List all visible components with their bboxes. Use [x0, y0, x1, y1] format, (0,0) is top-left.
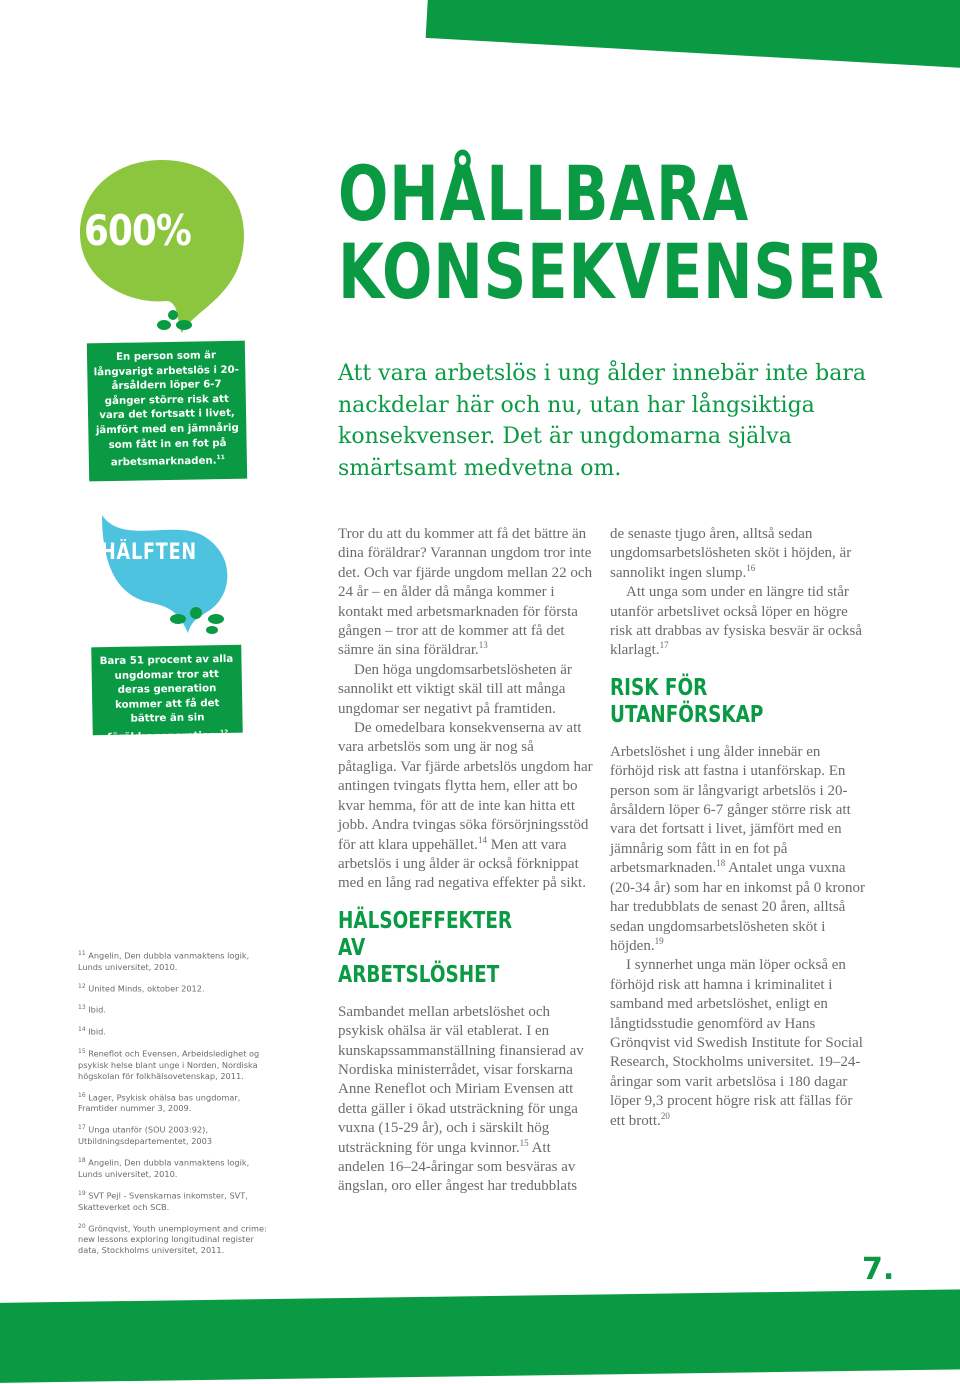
- col1-p3-ref: 14: [477, 834, 487, 845]
- page-title: [338, 149, 885, 316]
- col2-p2-ref: 17: [659, 640, 669, 651]
- heading-health-line-2: ARBETSLÖSHET: [338, 961, 500, 988]
- col1-p1-ref: 13: [478, 640, 488, 651]
- footnote: [78, 1002, 268, 1016]
- callout-half-ref: 12: [219, 728, 229, 737]
- footnote-number: 12: [78, 982, 86, 990]
- title-line-2: KONSEKVENSER: [338, 227, 885, 316]
- callout-half-text: Bara 51 procent av alla ungdomar tror att deras generation kommer att få det bättre än sin föräldrageneration.: [99, 653, 234, 744]
- col1-p3-end: Men att vara arbetslös i ung ålder är också förknippat med en lång rad negativa effekter på sikt.: [338, 836, 586, 892]
- callout-half-box: [91, 645, 243, 744]
- footnote-number: 14: [78, 1026, 86, 1034]
- footnote: [78, 1122, 268, 1147]
- column-1: [338, 525, 596, 1197]
- title-line-1: OHÅLLBARA: [338, 149, 750, 238]
- footnote: [78, 948, 268, 973]
- col1-p4-text: Sambandet mellan arbetslöshet och psykisk ohälsa är väl etablerat. I en kunskapssammanställning finansierad av Nordiska ministerrådet, visar forskarna Anne Reneflot och Miriam Evensen att detta gäller i ökad utsträckning för unga vuxna (15-29 år), och i särskilt hög utsträckning för unga kvinnor.: [338, 1003, 584, 1156]
- footnote-text: Grönqvist, Youth unemployment and crime: new lessons exploring longitudinal register data, Stockholms universitet, 2011.: [78, 1223, 267, 1256]
- footnote: [78, 1024, 268, 1038]
- footnote-text: SVT Pejl - Svenskarnas inkomster, SVT, Skatteverket och SCB.: [78, 1190, 248, 1212]
- footnote-text: Ibid.: [88, 1005, 106, 1016]
- footnote-number: 18: [78, 1157, 86, 1165]
- col1-p3-text: De omedelbara konsekvenserna av att vara arbetslös som ung är nog så påtagliga. Var fjärde arbetslös ungdom har antingen tvingats flytta hem, eller att bo kvar hemma, för att de inte kan hitta ett jobb. Andra tvingas söka försörjningsstöd för att klara uppehället.: [338, 720, 593, 853]
- footnote-number: 19: [78, 1189, 86, 1197]
- col1-p4-ref: 15: [519, 1137, 529, 1148]
- footnote-number: 11: [78, 950, 86, 957]
- heading-health-effects: [338, 908, 544, 989]
- footnote-number: 17: [78, 1124, 86, 1132]
- heading-risk-line-2: UTANFÖRSKAP: [610, 701, 764, 728]
- col1-p4-end: Att andelen 16–24-åringar som besväras av ängslan, oro eller ångest har tredubblats: [338, 1139, 578, 1195]
- callout-half-figure: HÄLFTEN: [101, 540, 197, 565]
- col2-p4-ref: 20: [660, 1110, 670, 1121]
- footnote-text: United Minds, oktober 2012.: [88, 983, 205, 994]
- footnote-number: 16: [78, 1091, 86, 1099]
- col2-para-3: [610, 743, 868, 956]
- heading-risk-line-1: RISK FÖR: [610, 674, 708, 701]
- intro-paragraph: Att vara arbetslös i ung ålder innebär inte bara nackdelar här och nu, utan har långsiktiga konsekvenser. Det är ungdomarna själva smärtsamt medvetna om.: [338, 361, 866, 481]
- callout-600-figure: 600%: [84, 206, 191, 255]
- footnote: [78, 981, 268, 995]
- footnote: [78, 1155, 268, 1180]
- col2-p1-ref: 16: [746, 562, 756, 573]
- footnote-text: Ibid.: [88, 1026, 106, 1037]
- footnote: [78, 1188, 268, 1213]
- top-green-stripe: [426, 0, 960, 71]
- col1-para-4: [338, 1003, 596, 1197]
- footnote-number: 15: [78, 1047, 86, 1055]
- callout-half-blob: [92, 515, 242, 640]
- footnote-text: Lager, Psykisk ohälsa bas ungdomar, Framtider nummer 3, 2009.: [78, 1092, 241, 1114]
- col1-para-2: Den höga ungdomsarbetslösheten är sannolikt ett viktigt skäl till att många ungdomar ser negativt på framtiden.: [338, 661, 572, 717]
- heading-risk-exclusion: [610, 675, 816, 729]
- callout-600-ref: 11: [216, 454, 225, 462]
- col1-p1-text: Tror du att du kommer att få det bättre än dina föräldrar? Varannan ungdom tror inte det. Och var fjärde ungdom mellan 22 och 24 år – en ålder då många kommer i kontakt med arbetsmarknaden för första gången – tror att de kommer att få det sämre än sina föräldrar.: [338, 526, 593, 659]
- footnote-number: 13: [78, 1004, 86, 1012]
- col2-p3-mid: Antalet unga vuxna (20-34 år) som har en inkomst på 0 kronor har tredubblats de senast 20 åren, alltså sedan ungdomsarbetslösheten sköt i höjden.: [610, 860, 865, 954]
- col2-para-4: [610, 956, 868, 1131]
- footnote-text: Unga utanför (SOU 2003:92), Utbildningsdepartementet, 2003: [78, 1125, 213, 1147]
- col2-p3-text: Arbetslöshet i ung ålder innebär en förhöjd risk att fastna i utanförskap. En person som är långvarigt arbetslös i 20-årsåldern löper 6-7 gånger större risk att vara det fortsatt i livet, jämfört med en jämnårig som fått in en fot på arbetsmarknaden.: [610, 743, 851, 877]
- footnote: [78, 1090, 268, 1115]
- col2-p3-ref2: 19: [654, 935, 664, 946]
- footnote-text: Reneflot och Evensen, Arbeidsledighet og psykisk helse blant unge i Norden, Nordiska högskolan för folkhälsovetenskap, 2011.: [78, 1048, 260, 1081]
- footnote: [78, 1221, 268, 1257]
- col2-para-1: [610, 525, 868, 583]
- col2-p3-ref: 18: [716, 858, 726, 869]
- col2-para-2: [610, 583, 868, 661]
- footnote: [78, 1046, 268, 1082]
- col2-p2-text: Att unga som under en längre tid står utanför arbetslivet också löper en högre risk att drabbas av fysiska besvär är också klarlagt.: [610, 584, 862, 659]
- callout-600-box: [87, 341, 247, 482]
- footnotes: [78, 948, 268, 1264]
- col2-p1-text: de senaste tjugo åren, alltså sedan ungdomsarbetslösheten sköt i höjden, är sannolikt ingen slump.: [610, 526, 852, 581]
- col1-para-1: [338, 525, 596, 661]
- page-number: 7.: [862, 1252, 895, 1287]
- heading-health-line-1: HÄLSOEFFEKTER AV: [338, 907, 513, 961]
- column-2: [610, 525, 868, 1131]
- callout-600-text: En person som är långvarigt arbetslös i 20-årsåldern löper 6-7 gånger större risk att vara det fortsatt i livet, jämfört med en jämnårig som fått in en fot på arbetsmarknaden.: [93, 350, 239, 469]
- col1-para-3: [338, 719, 596, 894]
- footnote-text: Angelin, Den dubbla vanmaktens logik, Lunds universitet, 2010.: [78, 1157, 250, 1179]
- col2-p4-text: I synnerhet unga män löper också en förhöjd risk att hamna i kriminalitet i samband med arbetslöshet, enligt en långtidsstudie genomförd av Hans Grönqvist vid Swedish Institute for Social Research, Stockholms universitet. 19–24-åringar som varit arbetslösa i 180 dagar löper 9,3 procent högre risk att fällas för ett brott.: [610, 957, 863, 1129]
- bottom-green-stripe: [0, 1288, 960, 1383]
- footnote-number: 20: [78, 1222, 86, 1230]
- footnote-text: Angelin, Den dubbla vanmaktens logik, Lunds universitet, 2010.: [78, 950, 250, 972]
